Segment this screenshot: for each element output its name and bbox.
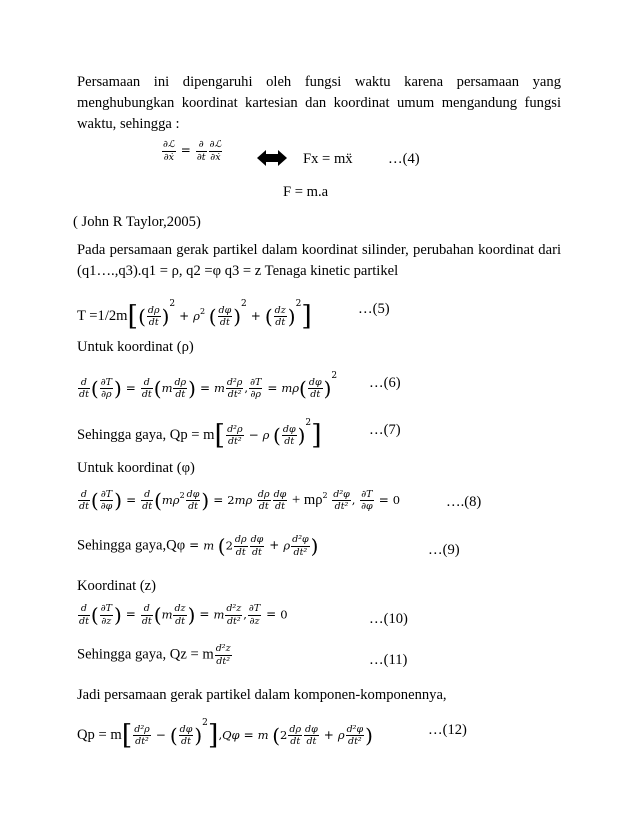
equation-lagrange: $\frac{\text{∂ℒ}}{\text{∂ẋ}}$ = $\frac{\partial}{\partial t}$ $\frac{\text{∂ℒ}}{\text{∂ẋ}}$: [163, 139, 222, 163]
equation-4-rhs: Fx = mẍ: [303, 151, 353, 167]
equation-9-number: …(9): [428, 542, 460, 558]
equation-12-lhs: Qp = m: [77, 727, 122, 743]
citation: ( John R Taylor,2005): [73, 214, 201, 230]
cylinder-paragraph: Pada persamaan gerak partikel dalam koordinat silinder, perubahan koordinat dari (q1….,q3).q1 = ρ, q2 =φ q3 = z Tenaga kinetic partikel: [77, 242, 561, 279]
equation-10: $\frac{d}{dt}$ ( $\frac{\partial T}{\partial z}$ ) = $\frac{d}{dt}$ (m $\frac{dz}{dt}$ ) = m $\frac{\text{d²z}}{\text{dt²}}$ , $\frac{\partial T}{\partial z}$ = 0: [79, 603, 288, 627]
equation-newton: F = m.a: [283, 184, 329, 200]
equation-11-lhs: Sehingga gaya, Qz = m: [77, 646, 214, 663]
equation-12-number: …(12): [428, 722, 467, 738]
equation-11-number: …(11): [369, 652, 408, 668]
equation-4-number: …(4): [388, 151, 420, 167]
equation-8-number: ….(8): [446, 494, 482, 510]
double-arrow-icon: [257, 149, 287, 167]
equation-12: Qp = m[ $\frac{\text{d²ρ}}{\text{dt²}}$ − ( $\frac{d\varphi}{dt}$ )$^2$],Qφ = m (2 $\frac{d\rho}{dt}$ $\frac{d\varphi}{dt}$ + ρ $\frac{\text{d²φ}}{\text{dt²}}$ ): [77, 718, 373, 752]
rho-heading: Untuk koordinat (ρ): [77, 339, 194, 355]
z-heading: Koordinat (z): [77, 578, 157, 594]
equation-8-mid: + mρ: [291, 492, 323, 508]
equation-11: Sehingga gaya, Qz = m $\frac{\text{d²z}}{\text{dt²}}$: [77, 643, 231, 667]
equation-5-number: …(5): [358, 301, 390, 317]
equation-6-number: …(6): [369, 375, 401, 391]
equation-9: Sehingga gaya,Qφ = m (2 $\frac{d\rho}{dt}$ $\frac{d\varphi}{dt}$ + ρ $\frac{\text{d²φ}}{\text{dt²}}$ ): [77, 534, 319, 558]
equation-5-lhs: T =1/2m: [77, 308, 128, 324]
equation-7-number: …(7): [369, 422, 401, 438]
equation-7: Sehingga gaya, Qp = m[ $\frac{\text{d²ρ}}{\text{dt²}}$ − ρ ( $\frac{d\varphi}{dt}$ )$^2$]: [77, 418, 322, 452]
equation-8: $\frac{d}{dt}$ ( $\frac{\partial T}{\partial\varphi}$ ) = $\frac{d}{dt}$ ($m\rho^2$ $\frac{d\varphi}{dt}$ ) = 2mρ $\frac{d\rho}{dt}$ $\frac{d\varphi}{dt}$ + $m\rho^2$ $\frac{\text{d²φ}}{\text{dt²}}$ , $\frac{\partial T}{\partial\varphi}$ = 0: [79, 488, 401, 513]
equation-7-lhs: Sehingga gaya, Qp = m: [77, 427, 215, 443]
equation-5: T =1/2m[( $\frac{d\rho}{dt}$ )$^2+ \rho^2$ ( $\frac{d\varphi}{dt}$ )$^2$+ ( $\frac{dz}{dt}$ )$^2$]: [77, 299, 312, 333]
equation-10-number: …(10): [369, 611, 408, 627]
equation-6: $\frac{d}{dt}$ ( $\frac{\partial T}{\partial\rho}$ ) = $\frac{d}{dt}$ (m $\frac{d\rho}{dt}$ ) = m $\frac{\text{d²ρ}}{\text{dt²}}$ , $\frac{\partial T}{\partial\rho}$ = mρ( $\frac{d\varphi}{dt}$ )$^2$: [79, 371, 338, 401]
equation-9-lhs: Sehingga gaya,Qφ: [77, 537, 186, 554]
phi-heading: Untuk koordinat (φ): [77, 460, 195, 476]
components-paragraph: Jadi persamaan gerak partikel dalam komponen-komponennya,: [77, 687, 447, 703]
intro-paragraph: Persamaan ini dipengaruhi oleh fungsi waktu karena persamaan yang menghubungkan koordinat kartesian dan koordinat umum mengandung fungsi waktu, sehingga :: [77, 74, 561, 132]
